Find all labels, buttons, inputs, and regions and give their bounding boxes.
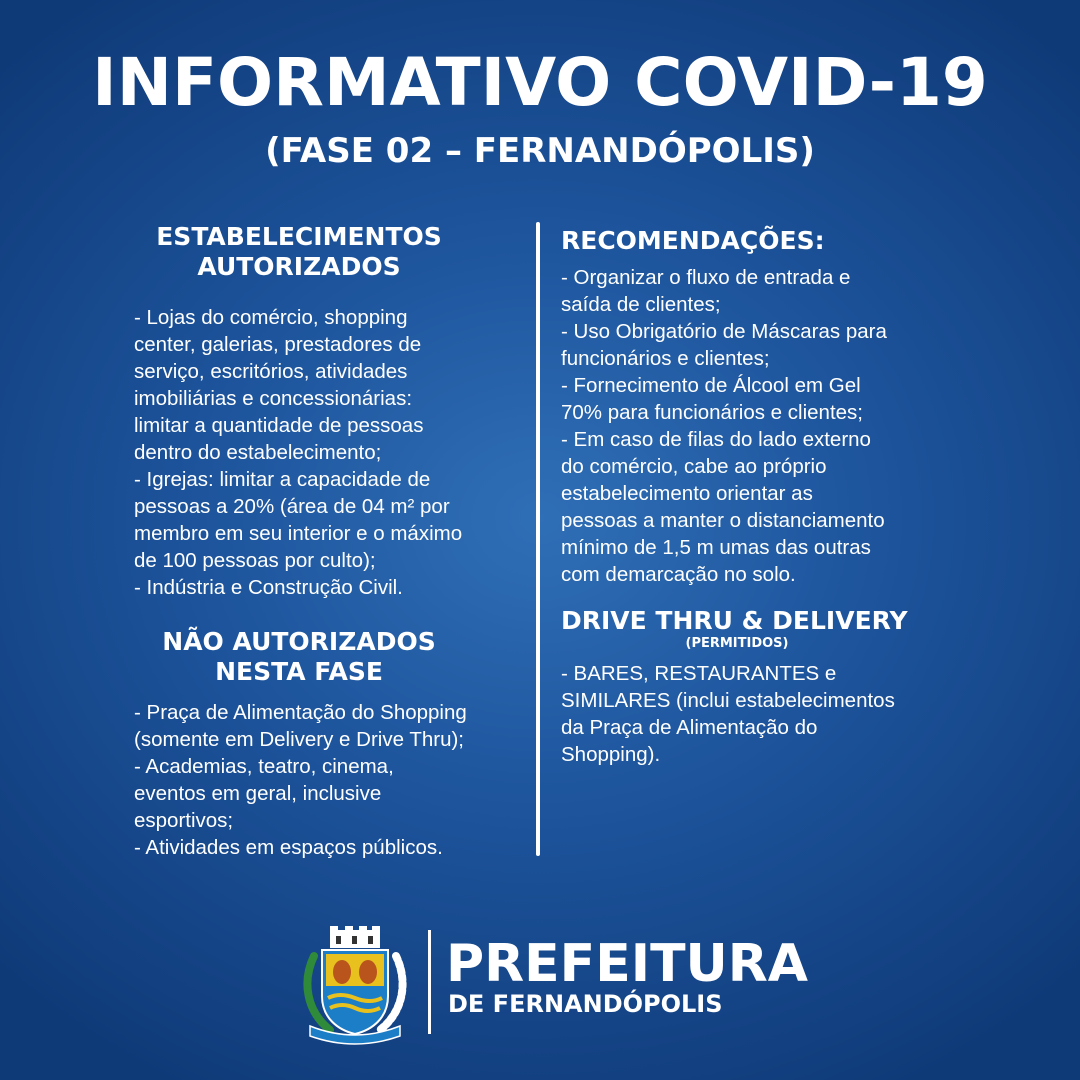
authorized-heading-line: AUTORIZADOS	[197, 252, 401, 281]
drive-thru-heading: DRIVE THRU & DELIVERY	[561, 606, 908, 635]
not-authorized-line: eventos em geral, inclusive	[134, 782, 382, 805]
recommendation-line: com demarcação no solo.	[561, 563, 796, 586]
recommendations-heading: RECOMENDAÇÕES:	[561, 226, 825, 255]
recommendation-line: pessoas a manter o distanciamento	[561, 509, 885, 532]
drive-thru-subheading: (PERMITIDOS)	[685, 636, 789, 651]
authorized-line: - Lojas do comércio, shopping	[134, 306, 408, 329]
authorized-section	[134, 222, 526, 601]
not-authorized-section	[134, 627, 526, 861]
authorized-line: - Indústria e Construção Civil.	[134, 576, 403, 599]
drive-thru-list	[561, 660, 961, 768]
recommendation-line: do comércio, cabe ao próprio	[561, 455, 827, 478]
authorized-list	[134, 304, 526, 601]
left-column	[134, 222, 526, 861]
authorized-line: center, galerias, prestadores de	[134, 333, 422, 356]
not-authorized-line: - Academias, teatro, cinema,	[134, 755, 394, 778]
authorized-line: limitar a quantidade de pessoas	[134, 414, 424, 437]
recommendation-line: estabelecimento orientar as	[561, 482, 813, 505]
page-subtitle: (FASE 02 – FERNANDÓPOLIS)	[265, 131, 815, 171]
not-authorized-list	[134, 699, 526, 861]
recommendation-line: - Em caso de filas do lado externo	[561, 428, 871, 451]
authorized-line: dentro do estabelecimento;	[134, 441, 382, 464]
footer-subtitle: DE FERNANDÓPOLIS	[448, 990, 723, 1018]
recommendation-line: saída de clientes;	[561, 293, 721, 316]
not-authorized-line: esportivos;	[134, 809, 234, 832]
recommendation-line: funcionários e clientes;	[561, 347, 770, 370]
drive-thru-line: - BARES, RESTAURANTES e	[561, 662, 837, 685]
not-authorized-line: - Atividades em espaços públicos.	[134, 836, 443, 859]
footer-title: PREFEITURA	[446, 934, 809, 994]
authorized-line: - Igrejas: limitar a capacidade de	[134, 468, 431, 491]
right-column	[561, 226, 961, 768]
recommendations-list	[561, 264, 961, 588]
drive-thru-section	[561, 606, 961, 768]
city-coat-of-arms-icon	[300, 926, 410, 1046]
authorized-line: serviço, escritórios, atividades	[134, 360, 408, 383]
authorized-line: membro em seu interior e o máximo	[134, 522, 463, 545]
footer-separator	[428, 930, 431, 1034]
recommendation-line: - Uso Obrigatório de Máscaras para	[561, 320, 887, 343]
drive-thru-line: da Praça de Alimentação do	[561, 716, 818, 739]
recommendations-section	[561, 226, 961, 588]
authorized-heading-line: ESTABELECIMENTOS	[156, 222, 442, 251]
authorized-line: pessoas a 20% (área de 04 m² por	[134, 495, 450, 518]
page-title: INFORMATIVO COVID-19	[92, 44, 988, 121]
recommendation-line: mínimo de 1,5 m umas das outras	[561, 536, 871, 559]
authorized-line: de 100 pessoas por culto);	[134, 549, 376, 572]
not-authorized-heading-line: NÃO AUTORIZADOS	[162, 627, 436, 656]
drive-thru-line: Shopping).	[561, 743, 661, 766]
not-authorized-heading-line: NESTA FASE	[215, 657, 383, 686]
not-authorized-line: - Praça de Alimentação do Shopping	[134, 701, 467, 724]
authorized-heading	[134, 222, 464, 282]
not-authorized-line: (somente em Delivery e Drive Thru);	[134, 728, 464, 751]
recommendation-line: - Organizar o fluxo de entrada e	[561, 266, 851, 289]
not-authorized-heading	[134, 627, 464, 687]
authorized-line: imobiliárias e concessionárias:	[134, 387, 413, 410]
recommendation-line: - Fornecimento de Álcool em Gel	[561, 374, 861, 397]
drive-thru-line: SIMILARES (inclui estabelecimentos	[561, 689, 895, 712]
recommendation-line: 70% para funcionários e clientes;	[561, 401, 863, 424]
column-divider	[536, 222, 540, 856]
